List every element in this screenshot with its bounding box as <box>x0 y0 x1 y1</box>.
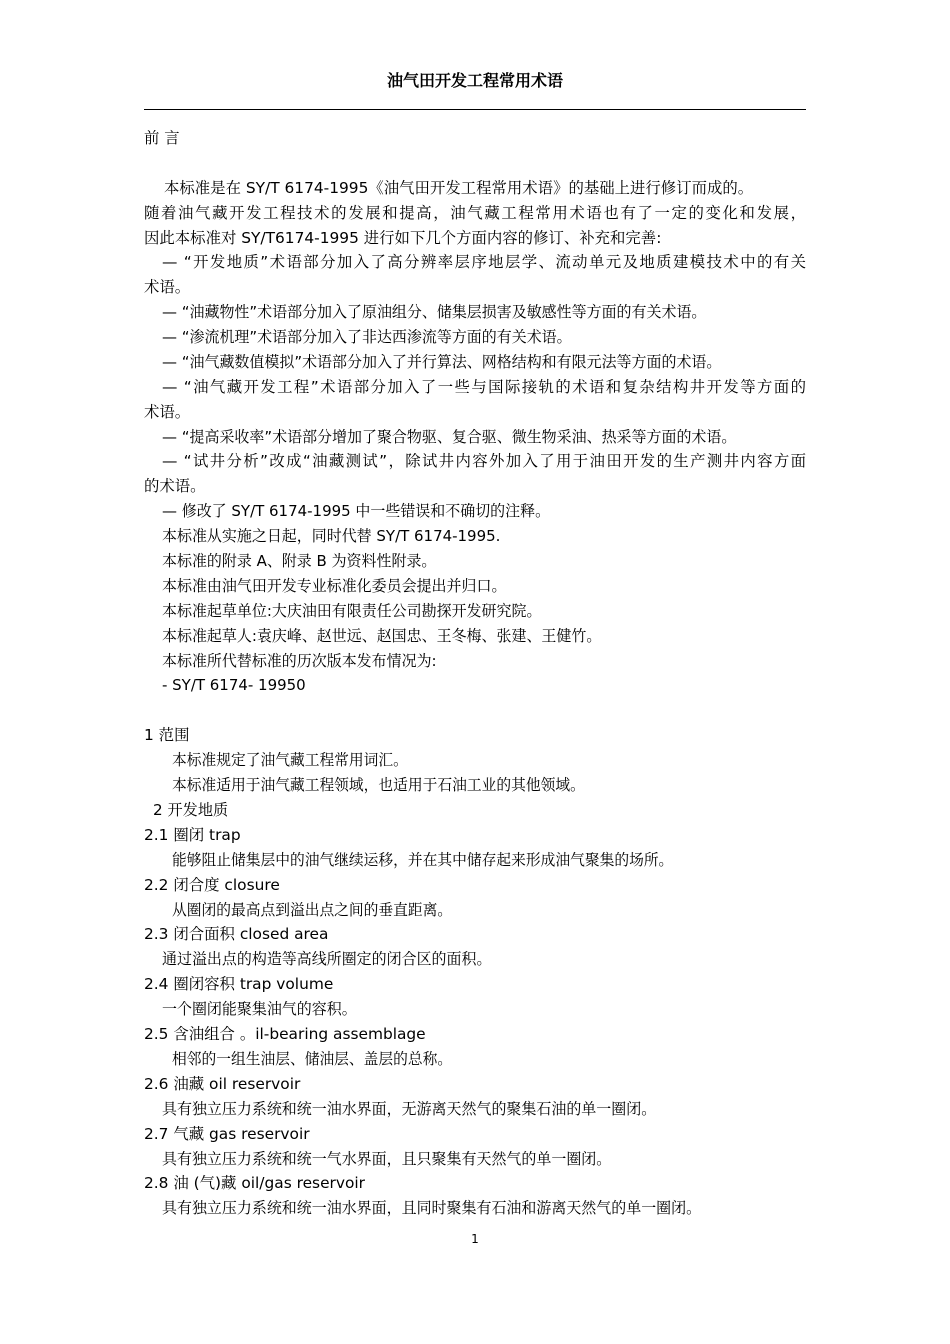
preface-line: 本标准起草单位:大庆油田有限责任公司勘探开发研究院。 <box>162 602 542 620</box>
preface-line: 本标准是在 SY/T 6174-1995《油气田开发工程常用术语》的基础上进行修订而成的。 <box>164 179 754 197</box>
section-heading: 1 范围 <box>144 726 190 744</box>
preface-line: 随着油气藏开发工程技术的发展和提高，油气藏工程常用术语也有了一定的变化和发展， <box>144 204 806 222</box>
term-heading: 2.3 闭合面积 closed area <box>144 925 329 943</box>
preface-line: 本标准从实施之日起，同时代替 SY/T 6174-1995. <box>162 527 501 545</box>
preface-line: — “油气藏数值模拟”术语部分加入了并行算法、网格结构和有限元法等方面的术语。 <box>162 353 722 371</box>
title-rule <box>144 109 806 110</box>
term-definition: 一个圈闭能聚集油气的容积。 <box>162 1000 357 1018</box>
preface-line: — “试井分析”改成“油藏测试”，除试井内容外加入了用于油田开发的生产测井内容方面 <box>162 452 806 470</box>
term-definition: 具有独立压力系统和统一油水界面，且同时聚集有石油和游离天然气的单一圈闭。 <box>162 1199 702 1217</box>
preface-line: 术语。 <box>144 403 191 421</box>
body-line: 本标准规定了油气藏工程常用词汇。 <box>172 751 408 769</box>
term-heading: 2.1 圈闭 trap <box>144 826 241 844</box>
preface-line: 本标准的附录 A、附录 B 为资料性附录。 <box>162 552 437 570</box>
body-line: 本标准适用于油气藏工程领域，也适用于石油工业的其他领域。 <box>172 776 585 794</box>
preface-line: — 修改了 SY/T 6174-1995 中一些错误和不确切的注释。 <box>162 502 551 520</box>
preface-heading: 前 言 <box>144 129 180 147</box>
preface-line: — “油藏物性”术语部分加入了原油组分、储集层损害及敏感性等方面的有关术语。 <box>162 303 707 321</box>
term-heading: 2.8 油 (气)藏 oil/gas reservoir <box>144 1174 365 1192</box>
term-definition: 具有独立压力系统和统一气水界面，且只聚集有天然气的单一圈闭。 <box>162 1150 612 1168</box>
preface-line: 因此本标准对 SY/T6174-1995 进行如下几个方面内容的修订、补充和完善: <box>144 229 662 247</box>
preface-line: — “开发地质”术语部分加入了高分辨率层序地层学、流动单元及地质建模技术中的有关 <box>162 253 806 271</box>
term-definition: 相邻的一组生油层、储油层、盖层的总称。 <box>172 1050 453 1068</box>
preface-line: — “油气藏开发工程”术语部分加入了一些与国际接轨的术语和复杂结构井开发等方面的 <box>162 378 806 396</box>
preface-line: — “提高采收率”术语部分增加了聚合物驱、复合驱、微生物采油、热采等方面的术语。 <box>162 428 737 446</box>
preface-line: - SY/T 6174- 19950 <box>162 676 306 694</box>
preface-line: 本标准所代替标准的历次版本发布情况为: <box>162 652 437 670</box>
term-heading: 2.5 含油组合 。il-bearing assemblage <box>144 1025 426 1043</box>
term-definition: 通过溢出点的构造等高线所圈定的闭合区的面积。 <box>162 950 492 968</box>
preface-line: 本标准由油气田开发专业标准化委员会提出并归口。 <box>162 577 507 595</box>
term-heading: 2.7 气藏 gas reservoir <box>144 1125 310 1143</box>
term-definition: 从圈闭的最高点到溢出点之间的垂直距离。 <box>172 901 453 919</box>
preface-line: 的术语。 <box>144 477 206 495</box>
term-definition: 能够阻止储集层中的油气继续运移，并在其中储存起来形成油气聚集的场所。 <box>172 851 674 869</box>
term-heading: 2.6 油藏 oil reservoir <box>144 1075 301 1093</box>
page-number: 1 <box>471 1232 479 1246</box>
term-heading: 2.2 闭合度 closure <box>144 876 280 894</box>
section-heading: 2 开发地质 <box>153 801 229 819</box>
preface-line: 本标准起草人:袁庆峰、赵世远、赵国忠、王冬梅、张建、王健竹。 <box>162 627 602 645</box>
term-definition: 具有独立压力系统和统一油水界面，无游离天然气的聚集石油的单一圈闭。 <box>162 1100 657 1118</box>
term-heading: 2.4 圈闭容积 trap volume <box>144 975 334 993</box>
document-title: 油气田开发工程常用术语 <box>386 71 563 90</box>
preface-line: 术语。 <box>144 278 191 296</box>
preface-line: — “渗流机理”术语部分加入了非达西渗流等方面的有关术语。 <box>162 328 572 346</box>
